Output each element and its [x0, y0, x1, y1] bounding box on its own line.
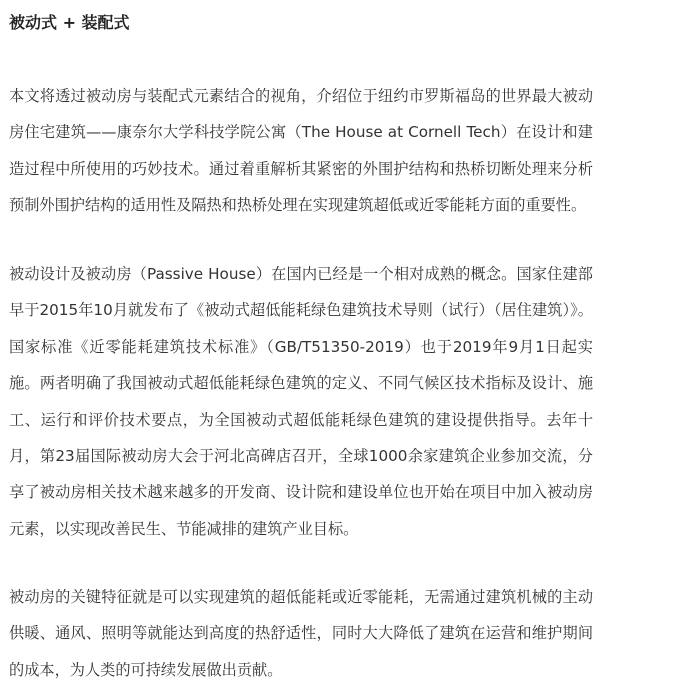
paragraph-intro: 本文将透过被动房与装配式元素结合的视角，介绍位于纽约市罗斯福岛的世界最大被动房住宅建筑——康奈尔大学科技学院公寓（The House at Cornell Tech）在设计和建造过程中所使用的巧妙技术。通过着重解析其紧密的外围护结构和热桥切断处理来分析预制外围护结构的适用性及隔热和热桥处理在实现建筑超低或近零能耗方面的重要性。	[9, 87, 593, 215]
paragraph-key-features: 被动房的关键特征就是可以实现建筑的超低能耗或近零能耗，无需通过建筑机械的主动供暖、通风、照明等就能达到高度的热舒适性，同时大大降低了建筑在运营和维护期间的成本，为人类的可持续发展做出贡献。	[9, 588, 593, 679]
paragraph-passive-design: 被动设计及被动房（Passive House）在国内已经是一个相对成熟的概念。国家住建部早于2015年10月就发布了《被动式超低能耗绿色建筑技术导则（试行）（居住建筑）》。国家标准《近零能耗建筑技术标准》（GB/T51350-2019）也于2019年9月1日起实施。两者明确了我国被动式超低能耗绿色建筑的定义、不同气候区技术指标及设计、施工、运行和评价技术要点，为全国被动式超低能耗绿色建筑的建设提供指导。去年十月，第23届国际被动房大会于河北高碑店召开，全球1000余家建筑企业参加交流，分享了被动房相关技术越来越多的开发商、设计院和建设单位也开始在项目中加入被动房元素，以实现改善民生、节能减排的建筑产业目标。	[9, 265, 593, 538]
article-title: 被动式 + 装配式	[9, 13, 130, 32]
